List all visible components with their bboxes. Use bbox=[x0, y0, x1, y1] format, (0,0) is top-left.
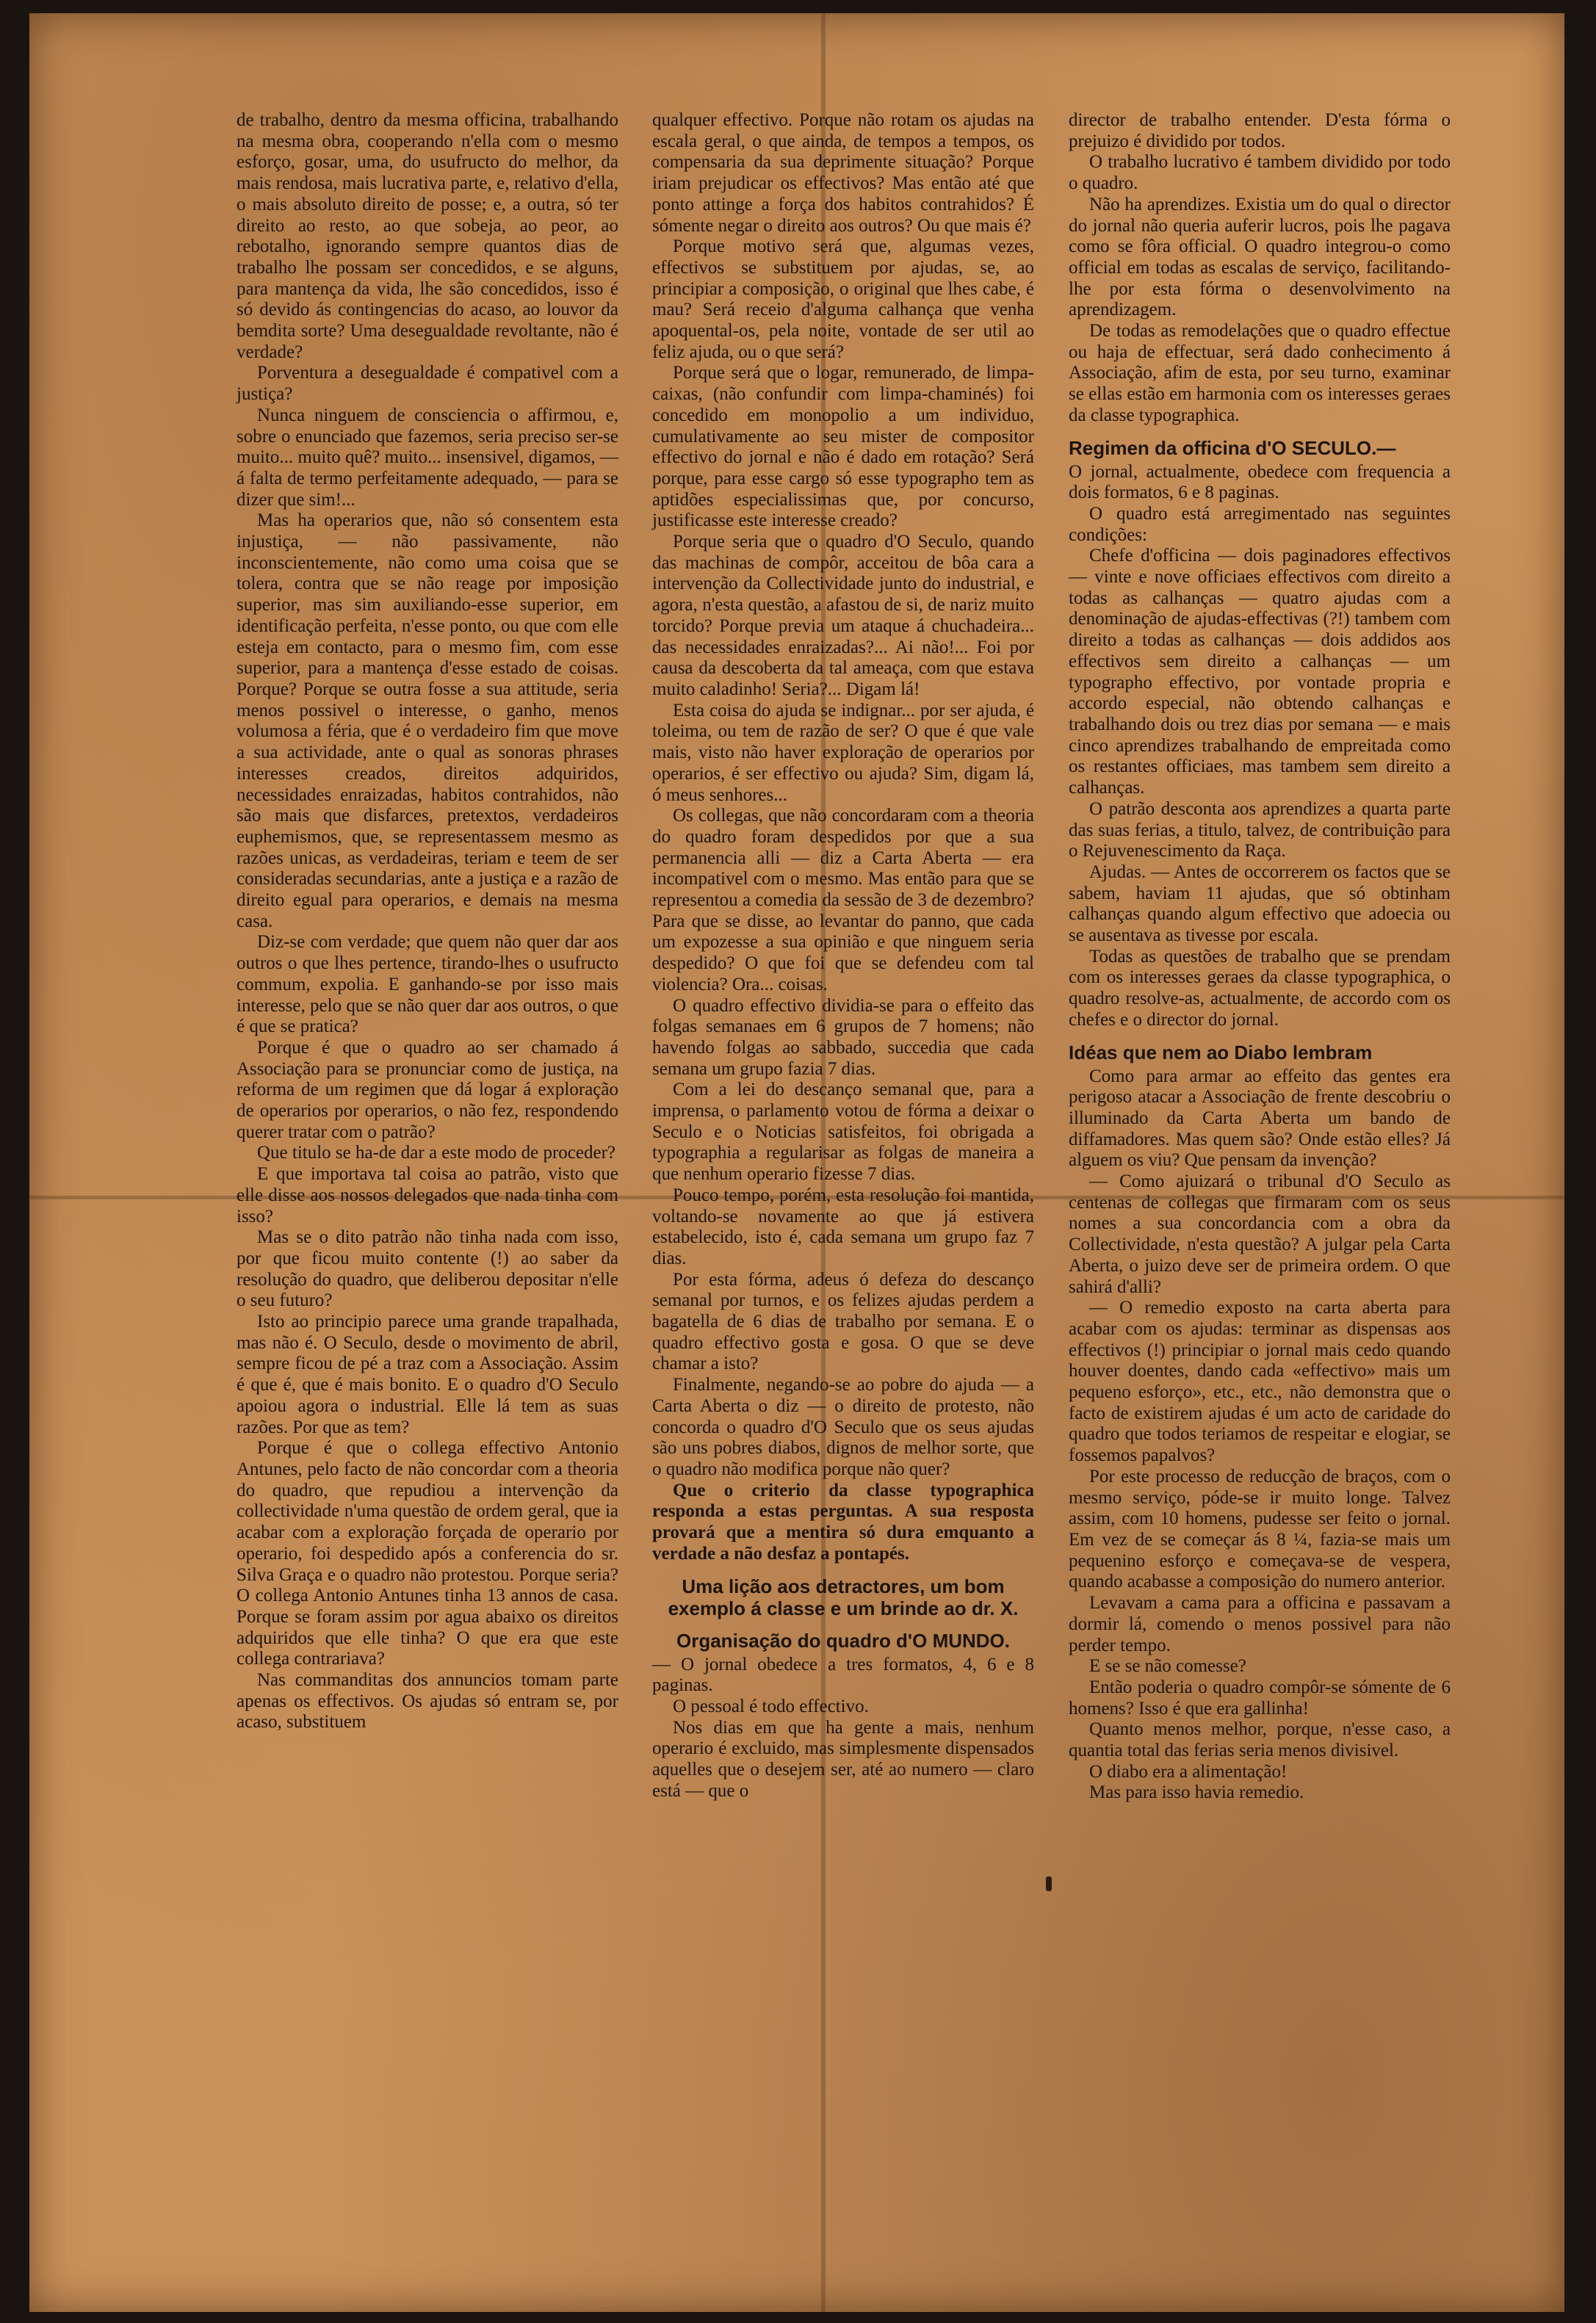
section-heading: Organisação do quadro d'O MUNDO. bbox=[676, 1629, 1010, 1652]
column-1 bbox=[236, 110, 618, 1733]
section-heading: Idéas que nem ao Diabo lembram bbox=[1069, 1041, 1373, 1063]
paragraph: qualquer effectivo. Porque não rotam os ajudas na escala geral, o que ainda, de tempos a tempos, os compensaria da sua deprimente situação? Porque iriam prejudicar os effectivos? Mas então até que ponto attinge a força dos habitos contrahidos? É sómente negar o direito aos outros? Ou que mais é? bbox=[652, 110, 1034, 236]
paragraph: Porque é que o collega effectivo Antonio Antunes, pelo facto de não concordar com a theoria do quadro, que repudiou a intervenção da collectividade n'uma questão de ordem geral, que ia acabar com a exploração forçada de operario por operario, foi despedido após a conferencia do sr. Silva Graça e o quadro não protestou. Porque seria? O collega Antonio Antunes tinha 13 annos de casa. Porque se foram assim por agua abaixo os direitos adquiridos que elle tinha? O que era que este collega contrariava? bbox=[236, 1438, 618, 1669]
paragraph: Que o criterio da classe typographica responda a estas perguntas. A sua resposta provará que a mentira só dura emquanto a verdade a não desfaz a pontapés. bbox=[652, 1480, 1034, 1564]
paragraph: O pessoal é todo effectivo. bbox=[673, 1696, 869, 1716]
paragraph: Porque é que o quadro ao ser chamado á Associação para se pronunciar como de justiça, na reforma de um regimen que dá logar á exploração de operarios por operarios, o não fez, respondendo querer tratar com o patrão? bbox=[236, 1037, 618, 1142]
paragraph: Por esta fórma, adeus ó defeza do descanço semanal por turnos, e os felizes ajudas perdem a bagatella de 6 dias de trabalho por semana. E o quadro effectivo gosta e gosa. O que se deve chamar a isto? bbox=[652, 1269, 1034, 1374]
paragraph: E se se não comesse? bbox=[1089, 1656, 1246, 1677]
paragraph: Quanto menos melhor, porque, n'esse caso, a quantia total das ferias seria menos divisivel. bbox=[1069, 1719, 1451, 1761]
paragraph: — O remedio exposto na carta aberta para acabar com os ajudas: terminar as dispensas aos effectivos (!) principiar o jornal mais cedo quando houver doentes, dando cada «effectivo» mais um pequeno esforço», etc., etc., não demonstra que o facto de existirem ajudas é um acto de caridade do quadro que todos teriamos de respeitar e elogiar, se fossemos papalvos? bbox=[1069, 1298, 1451, 1466]
paragraph: O patrão desconta aos aprendizes a quarta parte das suas ferias, a titulo, talvez, de contribuição para o Rejuvenescimento da Raça. bbox=[1069, 798, 1451, 861]
paragraph: Porque motivo será que, algumas vezes, effectivos se substituem por ajudas, se, ao principiar a composição, o original que lhes cabe, é mau? Será receio d'alguma calhança que venha apoquental-os, pela noite, vontade de ser util ao feliz ajuda, ou o que será? bbox=[652, 236, 1034, 362]
paragraph: E que importava tal coisa ao patrão, visto que elle disse aos nossos delegados que nada tinha com isso? bbox=[236, 1164, 618, 1226]
paragraph: Pouco tempo, porém, esta resolução foi mantida, voltando-se novamente ao que já estivera estabelecido, isto é, cada semana um grupo faz 7 dias. bbox=[652, 1185, 1034, 1268]
paragraph: Levavam a cama para a officina e passavam a dormir lá, comendo o menos possivel para não perder tempo. bbox=[1069, 1593, 1451, 1655]
paragraph: Porventura a desegualdade é compativel com a justiça? bbox=[236, 363, 618, 405]
section-heading: Regimen da officina d'O SECULO.— bbox=[1069, 436, 1396, 459]
paragraph: Chefe d'officina — dois paginadores effectivos — vinte e nove officiaes effectivos com direito a todas as calhanças — quatro ajudas com a denominação de ajudas-effectivas (?!) tambem com direito a todas as calhanças — dois addidos aos effectivos sem direito a calhanças — um typographo effectivo, por vontade propria e accordo especial, não obtendo calhanças e trabalhando dois ou trez dias por semana — e mais cinco aprendizes trabalhando de empreitada como os restantes officiaes, mas tambem sem direito a calhanças. bbox=[1069, 546, 1451, 798]
paragraph: Então poderia o quadro compôr-se sómente de 6 homens? Isso é que era gallinha! bbox=[1069, 1677, 1451, 1719]
paragraph: Isto ao principio parece uma grande trapalhada, mas não é. O Seculo, desde o movimento de abril, sempre ficou de pé a traz com a Associação. Assim é que é, que é mais bonito. E o quadro d'O Seculo apoiou agora o industrial. Elle lá tem as suas razões. Por que as tem? bbox=[236, 1312, 618, 1437]
paragraph: Que titulo se ha-de dar a este modo de proceder? bbox=[257, 1143, 615, 1163]
paragraph: Todas as questões de trabalho que se prendam com os interesses geraes da classe typographica, o quadro resolve-as, actualmente, de accordo com os chefes e o director do jornal. bbox=[1069, 946, 1451, 1030]
paragraph: Mas ha operarios que, não só consentem esta injustiça, — não passivamente, não inconscientemente, não como uma coisa que se tolera, contra que se não reage por imposição superior, mas sim auxiliando-esse superior, em identificação perfeita, n'esse ponto, ou que com elle esteja em contacto, para o mesmo fim, com esse superior, para a mantença d'esse estado de coisas. Porque? Porque se outra fosse a sua attitude, seria menos possivel o interesse, o ganho, menos volumosa a féria, que é o verdadeiro fim que move a sua actividade, ante o qual as sonoras phrases interesses creados, direitos adquiridos, necessidades enraizadas, habitos contrahidos, não são mais que disfarces, pretextos, verdadeiros euphemismos, que, se representassem mesmo as razões unicas, as verdadeiras, teriam e teem de ser consideradas secundarias, ante a justiça e a razão de direito egual para operarios, e demais na mesma casa. bbox=[236, 510, 618, 931]
column-3 bbox=[1069, 110, 1451, 1804]
paragraph: Não ha aprendizes. Existia um do qual o director do jornal não queria auferir lucros, pois lhe pagava como se fôra official. O quadro integrou-o como official em todas as escalas de serviço, facilitando-lhe por esta fórma o desenvolvimento na aprendizagem. bbox=[1069, 194, 1451, 320]
paragraph: Os collegas, que não concordaram com a theoria do quadro foram despedidos por que a sua permanencia alli — diz a Carta Aberta — era incompativel com o mesmo. Mas então para que se representou a comedia da sessão de 3 de dezembro? Para que se disse, ao levantar do panno, que cada um expozesse a sua opinião e que ninguem seria despedido? O que foi que se defendeu com tal violencia? Ora... coisas. bbox=[652, 806, 1034, 994]
paragraph: Diz-se com verdade; que quem não quer dar aos outros o que lhes pertence, tirando-lhes o usufructo commum, expolia. E ganhando-se por isso mais interesse, pelo que se não quer dar aos outros, o que é que se pratica? bbox=[236, 932, 618, 1037]
paragraph: Por este processo de reducção de braços, com o mesmo serviço, póde-se ir muito longe. Talvez assim, com 10 homens, pudesse ser feito o jornal. Em vez de se começar ás 8 ¼, fazia-se mais um pequenino esforço e começava-se de vespera, quando acabasse a composição do numero anterior. bbox=[1069, 1466, 1451, 1592]
paragraph: O quadro está arregimentado nas seguintes condições: bbox=[1069, 503, 1451, 545]
paragraph: O trabalho lucrativo é tambem dividido por todo o quadro. bbox=[1069, 152, 1451, 194]
ink-mark bbox=[1046, 1876, 1052, 1891]
paragraph: O quadro effectivo dividia-se para o effeito das folgas semanaes em 6 grupos de 7 homens; não havendo folgas ao sabbado, succedia que cada semana um grupo fazia 7 dias. bbox=[652, 995, 1034, 1079]
paragraph: Nunca ninguem de consciencia o affirmou, e, sobre o enunciado que fazemos, seria preciso ser-se muito... muito quê? muito... insensivel, digamos, — á falta de termo perfeitamente adequado, — para se dizer que sim!... bbox=[236, 405, 618, 510]
paragraph: — O jornal obedece a tres formatos, 4, 6 e 8 paginas. bbox=[652, 1654, 1034, 1696]
paragraph: Nos dias em que ha gente a mais, nenhum operario é excluido, mas simplesmente dispensados aquelles que o desejem ser, até ao numero — claro está — que o bbox=[652, 1717, 1034, 1801]
paragraph: Com a lei do descanço semanal que, para a imprensa, o parlamento votou de fórma a deixar o Seculo e o Noticias satisfeitos, foi obrigada a typographia a regularisar as folgas de maneira a que nenhum operario fizesse 7 dias. bbox=[652, 1080, 1034, 1185]
paragraph: Porque será que o logar, remunerado, de limpa-caixas, (não confundir com limpa-chaminés) foi concedido em monopolio a um individuo, cumulativamente ao seu mister de compositor effectivo do jornal e não é dado em rotação? Será porque, para esse cargo só esse typographo tem as aptidões especialissimas que, por concurso, justificasse este interesse creado? bbox=[652, 363, 1034, 531]
paragraph: O diabo era a alimentação! bbox=[1089, 1761, 1288, 1782]
paragraph: Porque seria que o quadro d'O Seculo, quando das machinas de compôr, acceitou de bôa cara a intervenção da Collectividade junto do industrial, e agora, n'esta questão, a afastou de si, de nariz muito torcido? Porque previa um ataque á chuchadeira... das necessidades enraizadas?... Ai não!... Foi por causa da descoberta da tal ameaça, com que estava muito caladinho! Seria?... Digam lá! bbox=[652, 532, 1034, 699]
paragraph: Finalmente, negando-se ao pobre do ajuda — a Carta Aberta o diz — o direito de protesto, não concorda o quadro d'O Seculo que os seus ajudas são uns pobres diabos, dignos de melhor sorte, que o quadro não modifica porque não quer? bbox=[652, 1375, 1034, 1479]
paragraph: Esta coisa do ajuda se indignar... por ser ajuda, é toleima, ou tem de razão de ser? O que é que vale mais, visto não haver exploração de operarios por operarios, é ser effectivo ou ajuda? Sim, digam lá, ó meus senhores... bbox=[652, 700, 1034, 805]
paragraph: O jornal, actualmente, obedece com frequencia a dois formatos, 6 e 8 paginas. bbox=[1069, 461, 1451, 503]
paragraph: Como para armar ao effeito das gentes era perigoso atacar a Associação de frente descobriu o illuminado da Carta Aberta um bando de diffamadores. Mas quem são? Onde estão elles? Já alguem os viu? Que pensam da invenção? bbox=[1069, 1066, 1451, 1171]
paragraph: — Como ajuizará o tribunal d'O Seculo as centenas de collegas que firmaram com os seus nomes a sua concordancia com a obra da Collectividade, n'esta questão? A julgar pela Carta Aberta, o juizo deve ser de primeira ordem. O que sahirá d'alli? bbox=[1069, 1171, 1451, 1297]
paragraph: De todas as remodelações que o quadro effectue ou haja de effectuar, será dado conhecimento á Associação, afim de esta, por seu turno, examinar se ellas estão em harmonia com os interesses geraes da classe typographica. bbox=[1069, 321, 1451, 425]
paragraph: Nas commanditas dos annuncios tomam parte apenas os effectivos. Os ajudas só entram se, por acaso, substituem bbox=[236, 1670, 618, 1733]
paragraph: director de trabalho entender. D'esta fórma o prejuizo é dividido por todos. bbox=[1069, 110, 1451, 151]
column-2 bbox=[652, 110, 1034, 1802]
section-heading: Uma lição aos detractores, um bom exemplo á classe e um brinde ao dr. X. bbox=[668, 1575, 1019, 1619]
paragraph: Mas para isso havia remedio. bbox=[1089, 1782, 1304, 1803]
paragraph: Mas se o dito patrão não tinha nada com isso, por que ficou muito contente (!) ao saber da resolução do quadro, que deliberou depositar n'elle o seu futuro? bbox=[236, 1227, 618, 1311]
paragraph: de trabalho, dentro da mesma officina, trabalhando na mesma obra, cooperando n'ella com o mesmo esforço, gosar, uma, do usufructo do melhor, da mais rendosa, mais lucrativa parte, e, relativo d'ella, o mais absoluto direito de posse; e, a outra, só ter direito ao resto, ao que sobeja, ao peor, ao rebotalho, ignorando sempre quantos dias de trabalho lhe possam ser concedidos, e se alguns, para mantença da vida, lhe são concedidos, isso é só devido ás contingencias do acaso, ao louvor da bemdita sorte? Uma desegualdade revoltante, não é verdade? bbox=[236, 110, 618, 362]
paragraph: Ajudas. — Antes de occorrerem os factos que se sabem, haviam 11 ajudas, que só obtinham calhanças quando algum effectivo que adoecia ou se ausentava as tivesse por escala. bbox=[1069, 861, 1451, 946]
